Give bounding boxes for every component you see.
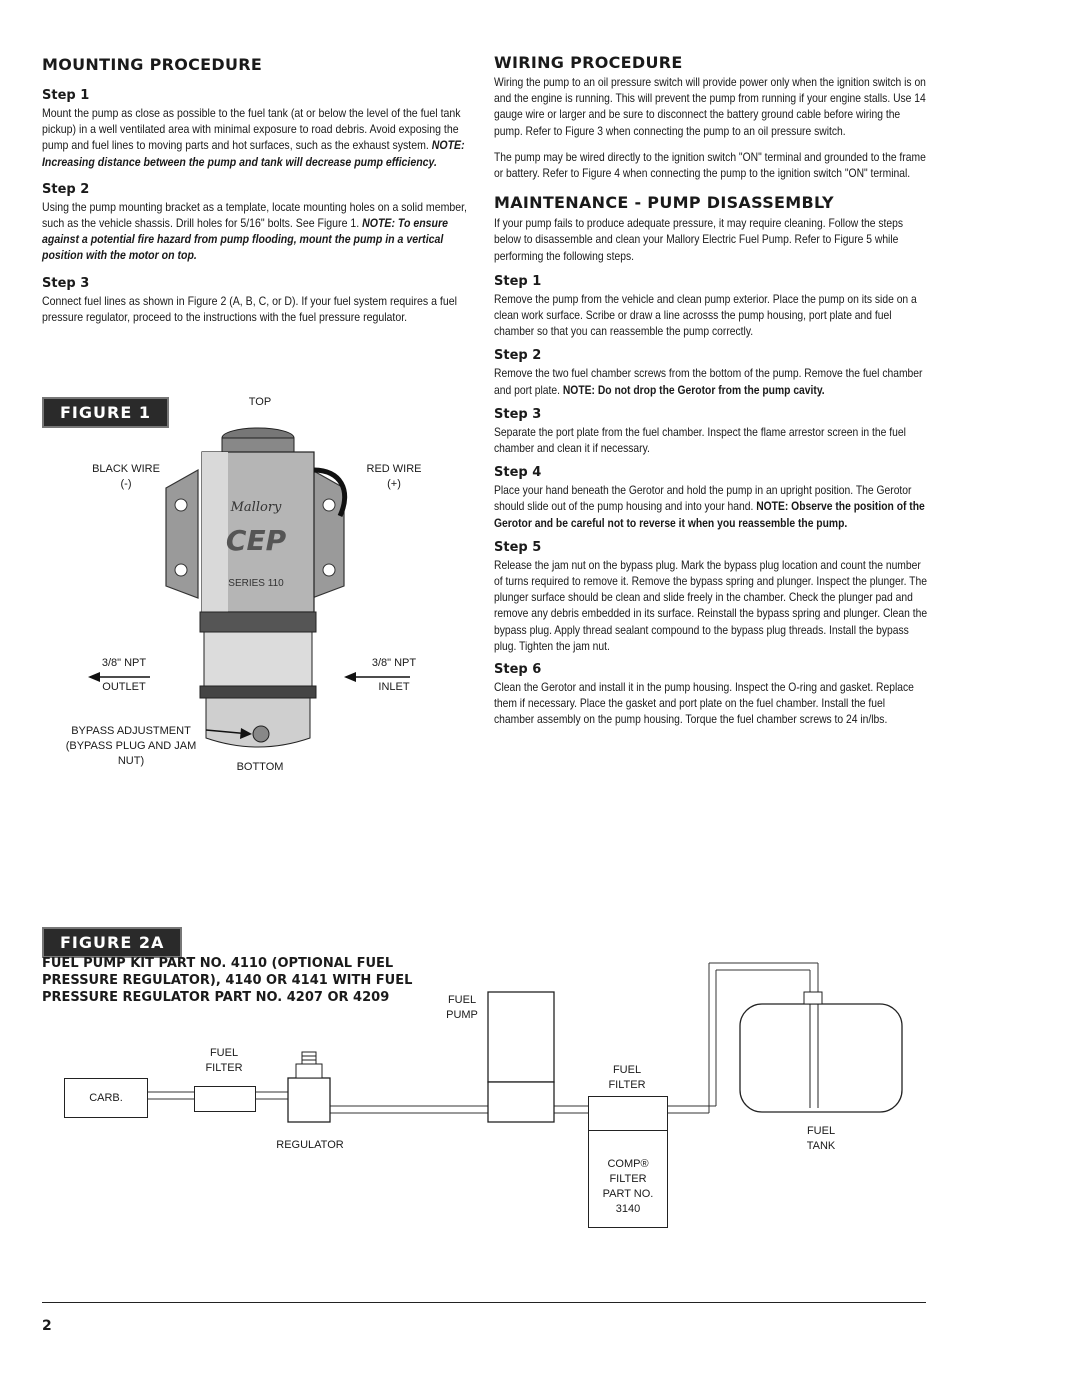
tank-fitting bbox=[804, 992, 822, 1004]
label-top: TOP bbox=[248, 396, 272, 408]
step-heading: Step 5 bbox=[494, 539, 542, 555]
label-outlet-size: 3/8" NPT bbox=[101, 657, 147, 669]
page-number: 2 bbox=[42, 1318, 52, 1334]
pump-model: CEP bbox=[225, 524, 287, 557]
mounting-title: MOUNTING PROCEDURE bbox=[42, 55, 263, 74]
kit-line-2: PRESSURE REGULATOR), 4140 OR 4141 WITH FUEL bbox=[42, 973, 413, 988]
maintenance-intro: If your pump fails to produce adequate pressure, it may require cleaning. Follow the steps below to disassemble and clean your Mallory Electric Fuel Pump. Refer to Figure 5 while performing the following steps. bbox=[494, 216, 904, 263]
label-black-wire: BLACK WIRE (-) bbox=[92, 463, 160, 490]
step-text: Remove the pump from the vehicle and clean pump exterior. Place the pump on its side on a clean work surface. Scribe or draw a line acrosss the pump housing, port plate and fuel chamber so that you can reassemble the pump correctly. bbox=[494, 291, 917, 339]
label-inlet-size: 3/8" NPT bbox=[371, 657, 417, 669]
fuel-pump-motor bbox=[488, 992, 554, 1082]
step-text: Clean the Gerotor and install it in the pump housing. Inspect the O-ring and gasket. Replace them if necessary. Place the gasket and port plate on the fuel chamber. Install the fuel chamber assembly on the pump housing. Torque the fuel chamber screws to 24 in/lbs. bbox=[494, 680, 914, 727]
fuel-filter-1 bbox=[194, 1086, 256, 1112]
step-text: Using the pump mounting bracket as a template, locate mounting holes on a solid member, such as the vehicle shassis. Drill holes for 5/16" bolts. See Figure 1. NOTE: To ensure against a potential fire hazard from pump flooding, mount the pump in a vertical position with the motor on top. bbox=[42, 199, 467, 263]
fuel-filter-2 bbox=[588, 1096, 668, 1132]
step-text: Connect fuel lines as shown in Figure 2 (A, B, C, or D). If your fuel system requires a fuel pressure regulator, proceed to the instructions with the fuel pressure regulator. bbox=[42, 293, 457, 324]
wiring-paragraph-2: The pump may be wired directly to the ignition switch "ON" terminal and grounded to the frame or battery. Refer to Figure 4 when connecting the pump to the ignition switch "ON" terminal. bbox=[494, 149, 926, 181]
step-text: Mount the pump as close as possible to the fuel tank (at or below the level of the fuel tank pickup) in a well ventilated area with minimal exposure to road debris. Avoid exposing the pump and fuel lines to moving parts and hot surfaces, such as the exhaust system. NOTE: Increasing distance between the pump and tank will decrease pump efficiency. bbox=[42, 106, 465, 169]
carb-label: CARB. bbox=[89, 1091, 123, 1104]
label-red-wire: RED WIRE (+) bbox=[366, 463, 422, 490]
regulator-adjuster bbox=[302, 1052, 316, 1064]
step-text: Remove the two fuel chamber screws from the bottom of the pump. Remove the fuel chamber and port plate. NOTE: Do not drop the Gerotor from the pump cavity. bbox=[494, 366, 923, 397]
step-heading: Step 2 bbox=[42, 181, 90, 197]
step-heading: Step 3 bbox=[494, 406, 542, 422]
kit-line-3: PRESSURE REGULATOR PART NO. 4207 OR 4209 bbox=[42, 990, 390, 1005]
step-heading: Step 3 bbox=[42, 275, 90, 291]
comp-filter-label: COMP® FILTER PART NO. 3140 bbox=[602, 1158, 654, 1215]
step-text: Release the jam nut on the bypass plug. Mark the bypass plug location and count the number of turns required to remove it. Remove the bypass spring and plunger. Inspect the plunger. The plunger surface should be clean and slide freely in the chamber. Check the plunger pad and remove any debris embedded in its surface. Reinstall the bypass spring and plunger. Clean the bypass plug. Apply thread sealant compound to the bypass plug threads. Install the bypass plug. Tighten the jam nut. bbox=[494, 557, 928, 653]
step-text: Place your hand beneath the Gerotor and hold the pump in an upright position. The Gerotor should slide out of the pump housing and into your hand. NOTE: Observe the position of the Gerotor and be careful not to reverse it when you reassemble the pump. bbox=[494, 483, 925, 530]
step-heading: Step 4 bbox=[494, 465, 542, 481]
regulator-top bbox=[296, 1064, 322, 1078]
fuel-tank bbox=[740, 1004, 902, 1112]
step-heading: Step 1 bbox=[494, 273, 542, 289]
comp-filter-box bbox=[588, 1130, 668, 1228]
step-heading: Step 2 bbox=[494, 348, 542, 364]
label-inlet: INLET bbox=[378, 681, 410, 693]
fuel-tank-label: FUEL TANK bbox=[806, 1125, 836, 1152]
carb-box bbox=[64, 1078, 148, 1118]
label-bypass: BYPASS ADJUSTMENT (BYPASS PLUG AND JAM NUT) bbox=[65, 725, 197, 767]
pump-series: SERIES 110 bbox=[228, 578, 284, 589]
regulator-body bbox=[288, 1078, 330, 1122]
figure-1-badge: FIGURE 1 bbox=[42, 397, 169, 428]
step-heading: Step 6 bbox=[494, 662, 542, 678]
wiring-title: WIRING PROCEDURE bbox=[494, 53, 683, 72]
footer-rule bbox=[42, 1302, 926, 1303]
maintenance-title: MAINTENANCE - PUMP DISASSEMBLY bbox=[494, 193, 834, 213]
fuel-filter-2-label: FUEL FILTER bbox=[608, 1064, 646, 1091]
label-bottom: BOTTOM bbox=[236, 761, 284, 773]
fuel-pump-label: FUEL PUMP bbox=[446, 994, 478, 1021]
fuel-filter-1-label: FUEL FILTER bbox=[205, 1047, 243, 1074]
fuel-pump-base bbox=[488, 1082, 554, 1122]
step-heading: Step 1 bbox=[42, 88, 90, 103]
step-text: Separate the port plate from the fuel chamber. Inspect the flame arrestor screen in the fuel chamber and clean it if necessary. bbox=[494, 424, 906, 456]
kit-line-1: FUEL PUMP KIT PART NO. 4110 (OPTIONAL FUEL bbox=[42, 956, 394, 971]
pump-brand: Mallory bbox=[230, 500, 282, 515]
figure-2a-badge: FIGURE 2A bbox=[42, 927, 182, 958]
label-outlet: OUTLET bbox=[102, 681, 146, 693]
wiring-paragraph-1: Wiring the pump to an oil pressure switch will provide power only when the ignition switch is on and the engine is running. This will prevent the pump from running if your engine stalls. Use 14 gauge wire or larger and be sure to disconnect the battery ground cable before wiring the pump. Refer to Figure 3 when connecting the pump to an oil pressure switch. bbox=[494, 75, 926, 138]
regulator-label: REGULATOR bbox=[276, 1139, 344, 1151]
